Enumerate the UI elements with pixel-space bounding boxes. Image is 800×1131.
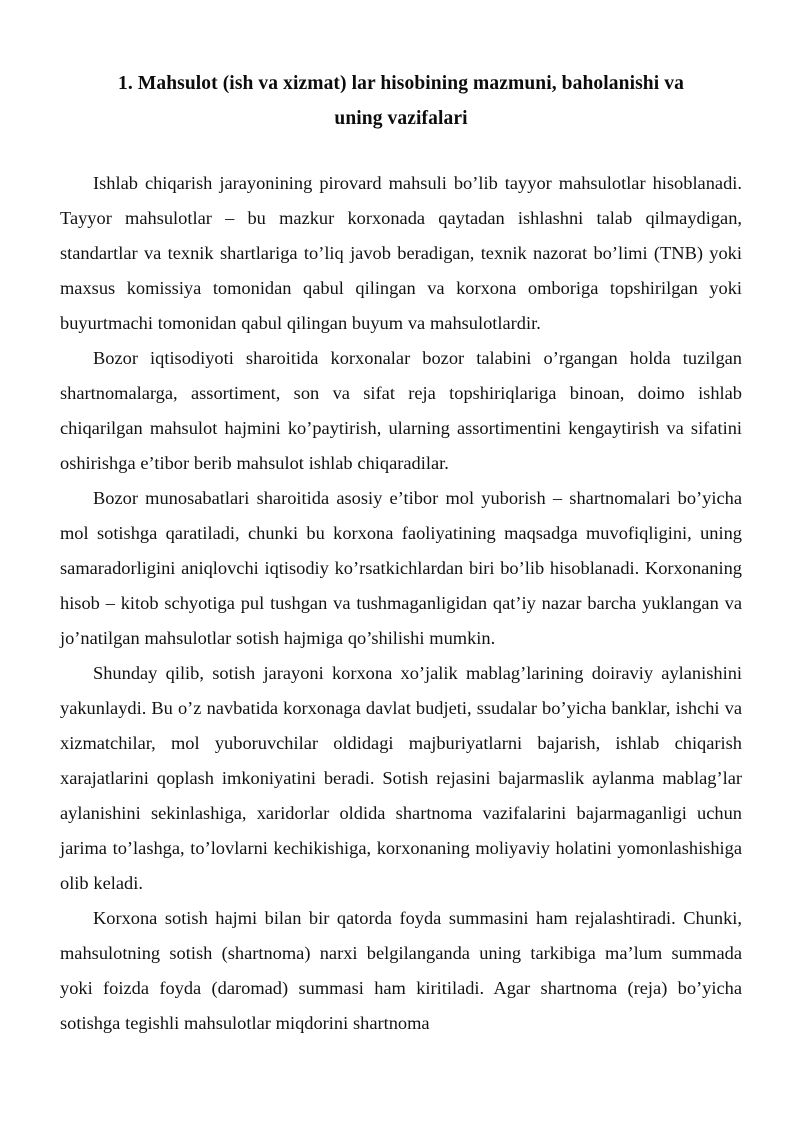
page-title-line-2: uning vazifalari: [334, 108, 468, 129]
paragraph: Bozor munosabatlari sharoitida asosiy e’tibor mol yuborish – shartnomalari bo’yicha mol sotishga qaratiladi, chunki bu korxona faoliyatining maqsadga muvofiqligini, uning samaradorligini aniqlovchi iqtisodiy ko’rsatkichlardan biri bo’lib hisoblanadi. Korxonaning hisob – kitob schyotiga pul tushgan va tushmaganligidan qat’iy nazar barcha yuklangan va jo’natilgan mahsulotlar sotish hajmiga qo’shilishi mumkin.: [60, 488, 742, 648]
page-title-line-1: 1. Mahsulot (ish va xizmat) lar hisobining mazmuni, baholanishi va: [118, 73, 684, 94]
page-title: [60, 0, 742, 136]
paragraph: Ishlab chiqarish jarayonining pirovard mahsuli bo’lib tayyor mahsulotlar hisoblanadi. Tayyor mahsulotlar – bu mazkur korxonada qaytadan ishlashni talab qilmaydigan, standartlar va texnik shartlariga to’liq javob beradigan, texnik nazorat bo’limi (TNB) yoki maxsus komissiya tomonidan qabul qilingan va korxona omboriga topshirilgan yoki buyurtmachi tomonidan qabul qilingan buyum va mahsulotlardir.: [60, 173, 742, 333]
paragraph: Shunday qilib, sotish jarayoni korxona xo’jalik mablag’larining doiraviy aylanishini yakunlaydi. Bu o’z navbatida korxonaga davlat budjeti, ssudalar bo’yicha banklar, ishchi va xizmatchilar, mol yuboruvchilar oldidagi majburiyatlarni bajarish, ishlab chiqarish xarajatlarini qoplash imkoniyatini beradi. Sotish rejasini bajarmaslik aylanma mablag’lar aylanishini sekinlashiga, xaridorlar oldida shartnoma vazifalarini bajarmaganligi uchun jarima to’lashga, to’lovlarni kechikishiga, korxonaning moliyaviy holatini yomonlashishiga olib keladi.: [60, 663, 742, 893]
body-text: [60, 166, 742, 1041]
page-content: [60, 0, 742, 1041]
paragraph: Bozor iqtisodiyoti sharoitida korxonalar bozor talabini o’rgangan holda tuzilgan shartnomalarga, assortiment, son va sifat reja topshiriqlariga binoan, doimo ishlab chiqarilgan mahsulot hajmini ko’paytirish, ularning assortimentini kengaytirish va sifatini oshirishga e’tibor berib mahsulot ishlab chiqaradilar.: [60, 348, 742, 473]
paragraph: Korxona sotish hajmi bilan bir qatorda foyda summasini ham rejalashtiradi. Chunki, mahsulotning sotish (shartnoma) narxi belgilanganda uning tarkibiga ma’lum summada yoki foizda foyda (daromad) summasi ham kiritiladi. Agar shartnoma (reja) bo’yicha sotishga tegishli mahsulotlar miqdorini shartnoma: [60, 908, 742, 1033]
